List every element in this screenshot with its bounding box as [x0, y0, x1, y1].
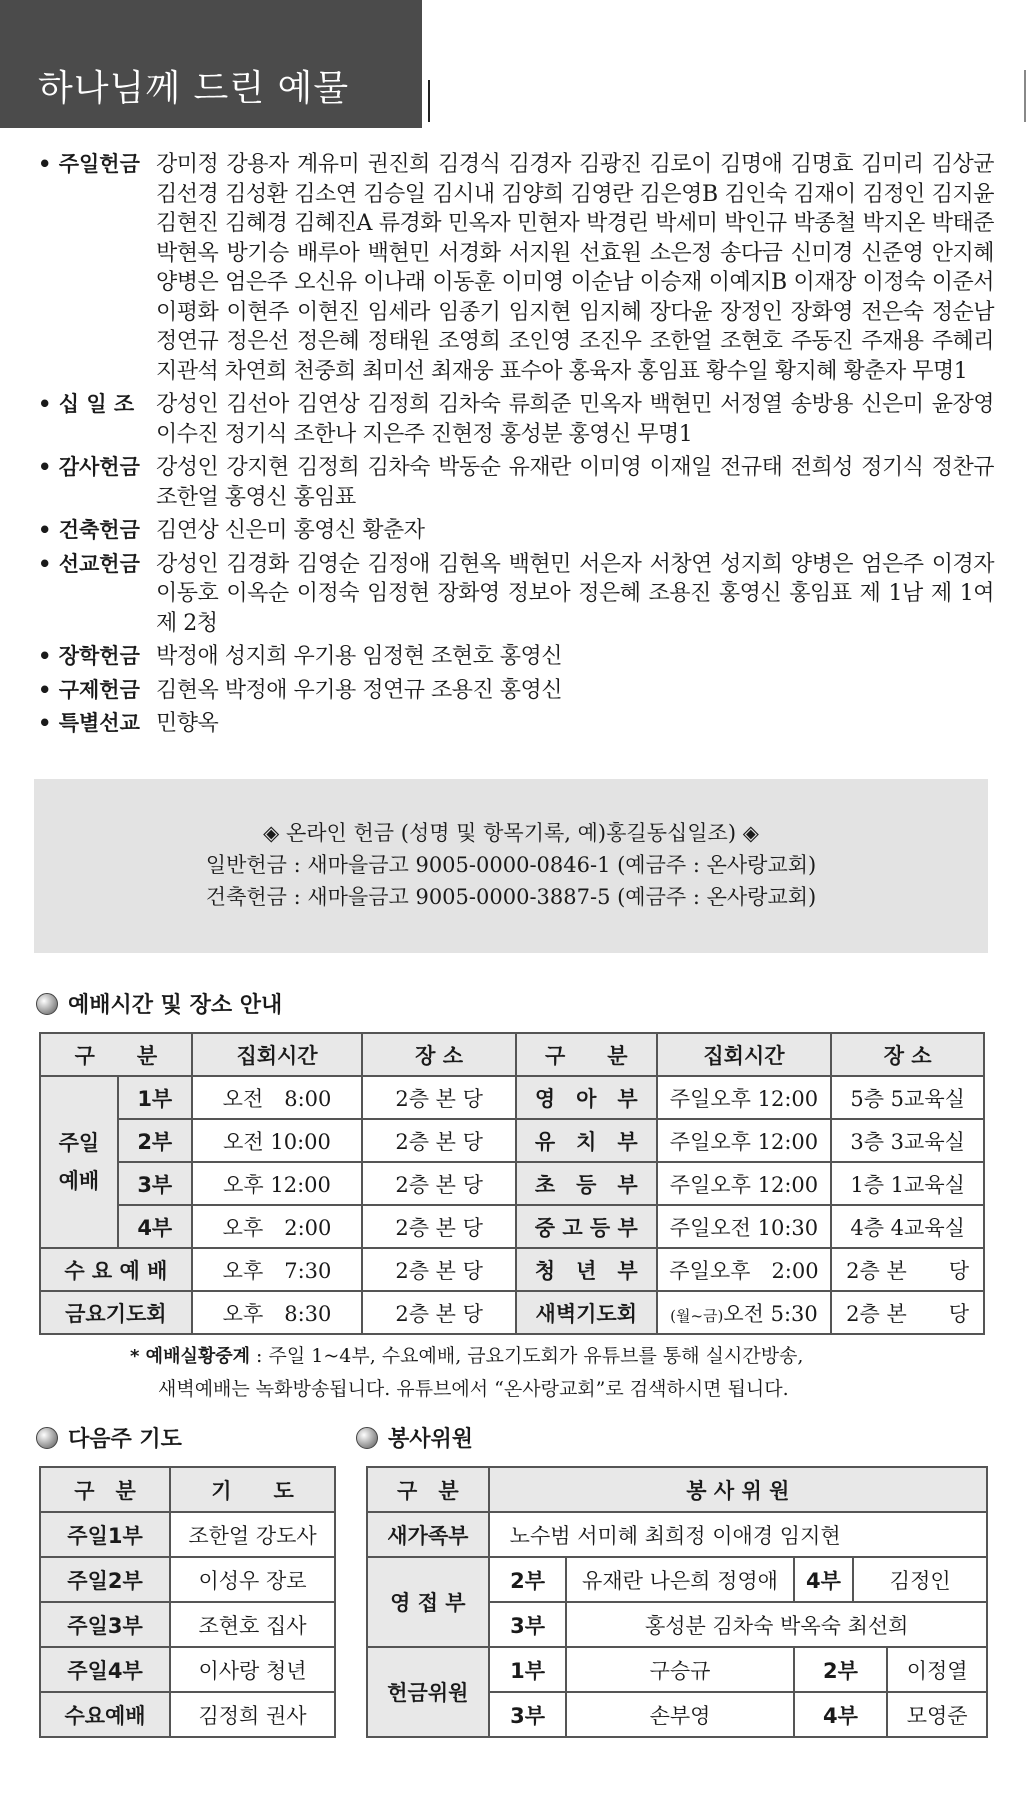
service-section-title — [356, 1422, 473, 1453]
prayer-person: 조현호 집사 — [170, 1602, 335, 1647]
offering-label: • 건축헌금 — [38, 516, 156, 546]
welcome-label: 영 접 부 — [367, 1557, 489, 1647]
col-header: 구 분 — [40, 1033, 192, 1076]
schedule-section-title — [36, 988, 282, 1019]
place-cell: 3층 3교육실 — [831, 1119, 984, 1162]
offering-row — [38, 453, 998, 512]
table-row — [40, 1248, 984, 1291]
place-cell: 2층 본 당 — [362, 1248, 516, 1291]
note-text: 새벽예배는 녹화방송됩니다. 유튜브에서 “온사랑교회”로 검색하시면 됩니다. — [158, 1378, 789, 1400]
divider — [428, 80, 430, 122]
offering-names: 박정애 성지희 우기용 임정현 조현호 홍영신 — [156, 644, 563, 669]
time-cell: 주일오전 10:30 — [657, 1205, 832, 1248]
dept-cell: 영 아 부 — [516, 1076, 657, 1119]
offering-row — [38, 676, 998, 706]
part-cell: 3부 — [489, 1602, 567, 1647]
time-cell: 주일오후 12:00 — [657, 1162, 832, 1205]
place-cell: 1층 1교육실 — [831, 1162, 984, 1205]
table-row — [40, 1692, 335, 1737]
table-row — [40, 1647, 335, 1692]
place-cell: 2층 본 당 — [831, 1291, 984, 1334]
fri-prayer-label: 금요기도회 — [40, 1291, 192, 1334]
place-cell: 2층 본 당 — [362, 1162, 516, 1205]
col-header: 장 소 — [831, 1033, 984, 1076]
table-row — [40, 1205, 984, 1248]
note-label: * 예배실황중계 — [130, 1346, 251, 1367]
prayer-person: 김정희 권사 — [170, 1692, 335, 1737]
welcome-names: 김정인 — [853, 1557, 987, 1602]
online-account-building: 건축헌금 : 새마을금고 9005-0000-3887-5 (예금주 : 온사랑교회) — [205, 885, 817, 909]
page-title: 하나님께 드린 예물 — [38, 68, 350, 109]
dept-cell: 초 등 부 — [516, 1162, 657, 1205]
time-cell: 오후 8:30 — [192, 1291, 363, 1334]
welcome-names: 홍성분 김차숙 박옥숙 최선희 — [566, 1602, 987, 1647]
col-header: 구 분 — [516, 1033, 657, 1076]
offering-label: • 장학헌금 — [38, 642, 156, 672]
committee-name: 모영준 — [887, 1692, 987, 1737]
committee-name: 이정열 — [887, 1647, 987, 1692]
place-cell: 2층 본 당 — [362, 1119, 516, 1162]
dept-cell: 중 고 등 부 — [516, 1205, 657, 1248]
place-cell: 4층 4교육실 — [831, 1205, 984, 1248]
col-header: 구 분 — [367, 1467, 489, 1512]
offering-names: 김연상 신은미 홍영신 황춘자 — [156, 518, 425, 543]
prayer-slot: 주일3부 — [40, 1602, 170, 1647]
service-table — [366, 1466, 988, 1738]
offering-label: • 십 일 조 — [38, 390, 156, 449]
welcome-names: 유재란 나은희 정영애 — [566, 1557, 793, 1602]
prayer-slot: 주일4부 — [40, 1647, 170, 1692]
table-row — [40, 1602, 335, 1647]
prayer-table — [39, 1466, 336, 1738]
offering-label: • 감사헌금 — [38, 453, 156, 512]
offering-committee-label: 헌금위원 — [367, 1647, 489, 1737]
col-header: 집회시간 — [192, 1033, 363, 1076]
offering-row — [38, 150, 998, 386]
time-cell: 주일오후 2:00 — [657, 1248, 832, 1291]
offering-row — [38, 642, 998, 672]
table-row — [367, 1647, 987, 1692]
offering-names: 강성인 강지현 김정희 김차숙 박동순 유재란 이미영 이재일 전규태 전희성 정기식 정찬규 조한얼 홍영신 홍임표 — [156, 455, 994, 510]
part-cell: 4부 — [118, 1205, 192, 1248]
time-cell: (월~금)오전 5:30 — [657, 1291, 832, 1334]
place-cell: 5층 5교육실 — [831, 1076, 984, 1119]
prayer-person: 조한얼 강도사 — [170, 1512, 335, 1557]
new-family-label: 새가족부 — [367, 1512, 489, 1557]
part-cell: 2부 — [118, 1119, 192, 1162]
place-cell: 2층 본 당 — [362, 1205, 516, 1248]
offering-label: • 특별선교 — [38, 709, 156, 739]
place-cell: 2층 본 당 — [362, 1076, 516, 1119]
offering-row — [38, 709, 998, 739]
prayer-person: 이성우 장로 — [170, 1557, 335, 1602]
offering-row — [38, 516, 998, 546]
prayer-section-title — [36, 1422, 182, 1453]
time-cell: 주일오후 12:00 — [657, 1119, 832, 1162]
offering-names: 김현옥 박정애 우기용 정연규 조용진 홍영신 — [156, 677, 563, 703]
offering-label: • 구제헌금 — [38, 676, 156, 706]
table-row — [40, 1119, 984, 1162]
table-row — [40, 1076, 984, 1119]
online-account-general: 일반헌금 : 새마을금고 9005-0000-0846-1 (예금주 : 온사랑교회) — [205, 853, 817, 877]
col-header: 봉 사 위 원 — [489, 1467, 987, 1512]
committee-name: 손부영 — [566, 1692, 793, 1737]
section-title-text: 봉사위원 — [388, 1427, 474, 1452]
circle-bullet-icon — [36, 1427, 58, 1449]
prayer-person: 이사랑 청년 — [170, 1647, 335, 1692]
online-heading: ◈ 온라인 헌금 (성명 및 항목기록, 예)홍길동십일조) ◈ — [263, 821, 759, 845]
committee-name: 구승규 — [566, 1647, 793, 1692]
offering-names: 민향옥 — [156, 711, 219, 736]
offering-names: 강미정 강용자 계유미 권진희 김경식 김경자 김광진 김로이 김명애 김명효 김미리 김상균 김선경 김성환 김소연 김승일 김시내 김양희 김영란 김은영B 김인숙 김재이 김정인 김지윤 김현진 김혜경 김혜진A 류경화 민옥자 민현자 박경린 박세미 박인규 박종철 박지온 박태준 박현옥 방기승 배루아 백현민 서경화 서지원 선효원 소은정 송다금 신미경 신준영 안지혜 양병은 엄은주 오신유 이나래 이동훈 이미영 이순남 이승재 이예지B 이재장 이정숙 이준서 이평화 이현주 이현진 임세라 임종기 임지현 임지혜 장다윤 장정인 장화영 전은숙 정순남 정연규 정은선 정은혜 정태원 조영희 조인영 조진우 조한얼 조현호 주동진 주재용 주혜리 지관석 차연희 천중희 최미선 최재웅 표수아 홍육자 홍임표 황수일 황지혜 황춘자 무명1 — [156, 152, 994, 384]
place-cell: 2층 본 당 — [362, 1291, 516, 1334]
divider — [1024, 70, 1026, 122]
section-title-text: 예배시간 및 장소 안내 — [68, 993, 283, 1018]
circle-bullet-icon — [36, 993, 58, 1015]
prayer-slot: 주일1부 — [40, 1512, 170, 1557]
place-cell: 2층 본 당 — [831, 1248, 984, 1291]
col-header: 집회시간 — [657, 1033, 832, 1076]
offering-names: 강성인 김선아 김연상 김정희 김차숙 류희준 민옥자 백현민 서정열 송방용 신은미 윤장영 이수진 정기식 조한나 지은주 진현정 홍성분 홍영신 무명1 — [156, 392, 994, 447]
online-offering-box — [34, 779, 988, 953]
offering-label: • 주일헌금 — [38, 150, 156, 386]
part-cell: 2부 — [489, 1557, 567, 1602]
table-row — [367, 1512, 987, 1557]
part-cell: 2부 — [794, 1647, 888, 1692]
time-cell: 오전 8:00 — [192, 1076, 363, 1119]
table-row — [40, 1162, 984, 1205]
header-banner — [0, 0, 422, 128]
circle-bullet-icon — [356, 1427, 378, 1449]
offering-list — [38, 150, 998, 739]
table-row — [40, 1512, 335, 1557]
part-cell: 3부 — [118, 1162, 192, 1205]
table-row — [40, 1557, 335, 1602]
dept-cell: 청 년 부 — [516, 1248, 657, 1291]
col-header: 기 도 — [170, 1467, 335, 1512]
section-title-text: 다음주 기도 — [68, 1427, 182, 1452]
time-cell: 오전 10:00 — [192, 1119, 363, 1162]
broadcast-note — [130, 1340, 803, 1405]
table-row — [40, 1291, 984, 1334]
part-cell: 3부 — [489, 1692, 567, 1737]
table-row — [367, 1557, 987, 1602]
time-cell: 오후 12:00 — [192, 1162, 363, 1205]
part-cell: 4부 — [794, 1557, 854, 1602]
offering-row — [38, 390, 998, 449]
dept-cell: 유 치 부 — [516, 1119, 657, 1162]
part-cell: 1부 — [489, 1647, 567, 1692]
schedule-table — [39, 1032, 985, 1335]
part-cell: 1부 — [118, 1076, 192, 1119]
offering-row — [38, 550, 998, 639]
offering-names: 강성인 김경화 김영순 김정애 김현옥 백현민 서은자 서창연 성지희 양병은 엄은주 이경자 이동호 이옥순 이정숙 임정현 장화영 정보아 정은혜 조용진 홍영신 홍임표 제 1남 제 1여 제 2청 — [156, 551, 994, 636]
col-header: 구 분 — [40, 1467, 170, 1512]
prayer-slot: 수요예배 — [40, 1692, 170, 1737]
time-cell: 오후 7:30 — [192, 1248, 363, 1291]
sunday-worship-label: 주일 예배 — [40, 1076, 118, 1248]
prayer-slot: 주일2부 — [40, 1557, 170, 1602]
part-cell: 4부 — [794, 1692, 888, 1737]
new-family-names: 노수범 서미혜 최희정 이애경 임지현 — [489, 1512, 987, 1557]
time-cell: 오후 2:00 — [192, 1205, 363, 1248]
time-cell: 주일오후 12:00 — [657, 1076, 832, 1119]
note-text: : 주일 1~4부, 수요예배, 금요기도회가 유튜브를 통해 실시간방송, — [250, 1345, 804, 1367]
col-header: 장 소 — [362, 1033, 516, 1076]
dept-cell: 새벽기도회 — [516, 1291, 657, 1334]
wed-worship-label: 수 요 예 배 — [40, 1248, 192, 1291]
offering-label: • 선교헌금 — [38, 550, 156, 639]
